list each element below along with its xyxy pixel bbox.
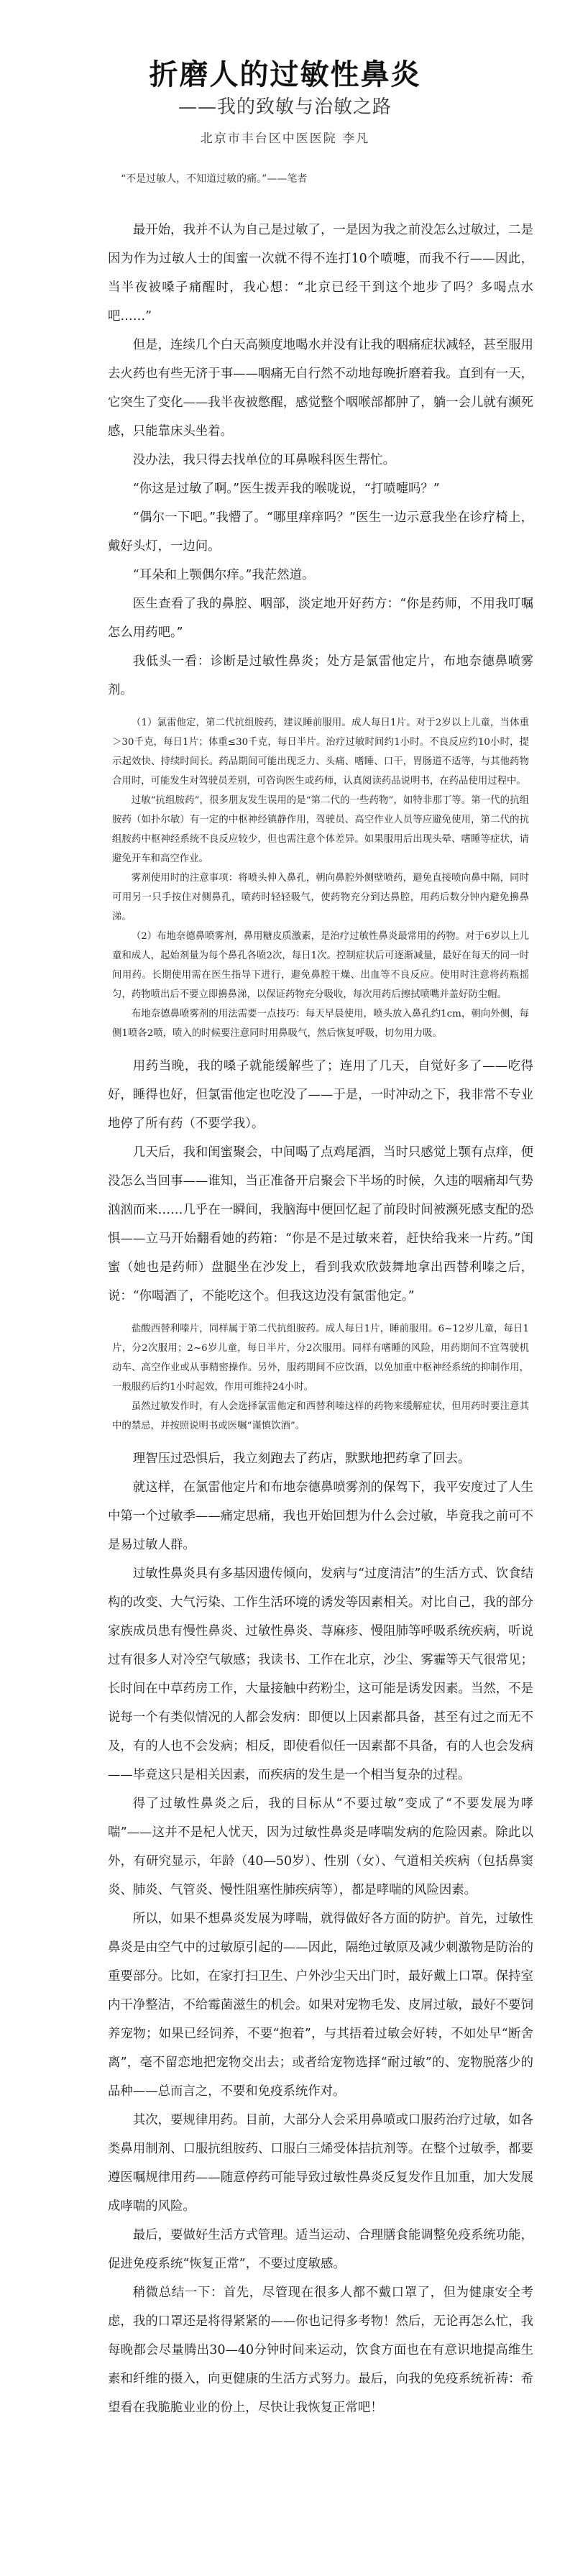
body-paragraph: “你这是过敏了啊。”医生拨弄我的喉咙说，“打喷嚏吗？” <box>132 482 440 496</box>
article-epigraph: “不是过敏人，不知道过敏的痛。”——笔者 <box>121 173 308 185</box>
body-paragraph: 几天后，我和闺蜜聚会，中间喝了点鸡尾酒，当时只感觉上颚有点痒，便没怎么当回事——谁知，当正准备开启聚会下半场的时候，久违的咽痛却气势汹汹而来……几乎在一瞬间，我脑海中便回忆起了前段时间被濒死感支配的恐惧——立马开始翻看她的药箱：“你是不是过敏来着，赶快给我来一片药。”闺蜜（她也是药师）盘腿坐在沙发上，看到我欢欣鼓舞地拿出西替利嗪之后，说：“你喝酒了，不能吃这个。但我这边没有氯雷他定。” <box>108 1145 533 1303</box>
body-paragraph: 最开始，我并不认为自己是过敏了，一是因为我之前没怎么过敏过，二是因为作为过敏人士的闺蜜一次就不得不连打10个喷嚏，而我不行——因此，当半夜被嗓子痛醒时，我心想：“北京已经干到这个地步了吗？多喝点水吧……” <box>108 223 533 324</box>
medication-note: 过敏“抗组胺药”，很多朋友发生误用的是“第二代的一些药物”，如特非那丁等。第一代的抗组胺药（如扑尔敏）有一定的中枢神经镇静作用，驾驶员、高空作业人员等应避免使用，第二代的抗组胺药中枢神经系统不良反应较少，但也需注意个体差异。如果服用后出现头晕、嗜睡等症状，请避免开车和高空作业。 <box>112 795 529 864</box>
medication-note: 雾剂使用时的注意事项：将喷头伸入鼻孔，朝向鼻腔外侧壁喷药，避免直接喷向鼻中隔，同时可用另一只手按住对侧鼻孔，喷药时轻轻吸气，使药物充分到达鼻腔，用药后数分钟内避免擤鼻涕。 <box>112 873 529 922</box>
body-paragraph: 理智压过恐惧后，我立刻跑去了药店，默默地把药拿了回去。 <box>132 1452 471 1466</box>
body-paragraph: “偶尔一下吧。”我懵了。“哪里痒痒吗？”医生一边示意我坐在诊疗椅上，戴好头灯，一边问。 <box>108 510 533 554</box>
body-paragraph: 得了过敏性鼻炎之后，我的目标从“不要过敏”变成了“不要发展为哮喘”——这并不是杞人忧天，因为过敏性鼻炎是哮喘发病的危险因素。除此以外，有研究显示，年龄（40—50岁）、性别（女）、气道相关疾病（包括鼻窦炎、肺炎、气管炎、慢性阻塞性肺疾病等），都是哮喘的风险因素。 <box>108 1797 533 1897</box>
body-paragraph: “耳朵和上颚偶尔痒。”我茫然道。 <box>132 568 315 582</box>
medication-note: 虽然过敏发作时，有人会选择氯雷他定和西替利嗪这样的药物来缓解症状，但用药时要注意其中的禁忌，并按照说明书或医嘱“谨慎饮酒”。 <box>112 1401 529 1431</box>
body-paragraph: 没办法，我只得去找单位的耳鼻喉科医生帮忙。 <box>132 453 396 467</box>
medication-note: 盐酸西替利嗪片，同样属于第二代抗组胺药。成人每日1片，睡前服用。6~12岁儿童，每日1片，分2次服用；2~6岁儿童，每日半片，分2次服用。同样有嗜睡的风险，用药期间不宜驾驶机动车、高空作业或从事精密操作。另外，服药期间不应饮酒，以免加重中枢神经系统的抑制作用，一般服药后约1小时起效，作用可维持24小时。 <box>112 1324 529 1393</box>
body-paragraph: 我低头一看：诊断是过敏性鼻炎；处方是氯雷他定片，布地奈德鼻喷雾剂。 <box>108 654 533 697</box>
medication-note: 布地奈德鼻喷雾剂的用法需要一点技巧：每天早晨使用，喷头放入鼻孔约1cm，朝向外侧，每侧1喷各2喷，喷入的时候要注意同时用鼻吸气，然后恢复呼吸，切勿用力吸。 <box>112 1009 529 1039</box>
body-paragraph: 最后，要做好生活方式管理。适当运动、合理膳食能调整免疫系统功能，促进免疫系统“恢复正常”，不要过度敏感。 <box>108 2228 533 2271</box>
body-paragraph: 稍微总结一下：首先，尽管现在很多人都不戴口罩了，但为健康安全考虑，我的口罩还是将得紧紧的——你也记得多考物！然后，无论再怎么忙，我每晚都会尽量腾出30—40分钟时间来运动，饮食方面也在有意识地提高维生素和纤维的摄入，向更健康的生活方式努力。最后，向我的免疫系统祈祷：希望看在我脆脆业业的份上，尽快让我恢复正常吧！ <box>108 2286 533 2415</box>
article-body <box>108 216 533 2422</box>
body-paragraph: 医生查看了我的鼻腔、咽部，淡定地开好药方：“你是药师，不用我叮嘱怎么用药吧。” <box>108 597 533 640</box>
body-paragraph: 其次，要规律用药。目前，大部分人会采用鼻喷或口服药治疗过敏，如各类鼻用制剂、口服抗组胺药、口服白三烯受体拮抗剂等。在整个过敏季，都要遵医嘱规律用药——随意停药可能导致过敏性鼻炎反复发作且加重，加大发展成哮喘的风险。 <box>108 2113 533 2214</box>
medication-note: （1）氯雷他定，第二代抗组胺药，建议睡前服用。成人每日1片。对于2岁以上儿童，当体重＞30千克，每日1片；体重≤30千克，每日半片。治疗过敏时间约1小时。不良反应约10小时，提示起效快、持续时间长。药品期间可能出现乏力、头痛、嗜睡、口干，胃肠道不适等，与其他药物合用时，可能发生对驾驶员差别，可咨询医生或药师，认真阅读药品说明书，在药品使用过程中。 <box>112 718 529 787</box>
article-author: 北京市丰台区中医医院 李凡 <box>200 132 370 146</box>
body-paragraph: 过敏性鼻炎具有多基因遗传倾向，发病与“过度清洁”的生活方式、饮食结构的改变、大气污染、工作生活环境的诱发等因素相关。对比自己，我的部分家族成员患有慢性鼻炎、过敏性鼻炎、荨麻疹、慢阻肺等呼吸系统疾病，听说过有很多人对冷空气敏感；我读书、工作在北京，沙尘、雾霾等天气很常见；长时间在中草药房工作，大量接触中药粉尘，这可能是诱发因素。当然，不是说每一个有类似情况的人都会发病：即便以上因素都具备，甚至有过之而无不及，有的人也不会发病；相反，即使看似任一因素都不具备，有的人也会发病——毕竟这只是相关因素，而疾病的发生是一个相当复杂的过程。 <box>108 1567 533 1782</box>
body-paragraph: 就这样，在氯雷他定片和布地奈德鼻喷雾剂的保驾下，我平安度过了人生中第一个过敏季——痛定思痛，我也开始回想为什么会过敏，毕竟我之前可不是易过敏人群。 <box>108 1480 533 1552</box>
body-paragraph: 所以，如果不想鼻炎发展为哮喘，就得做好各方面的防护。首先，过敏性鼻炎是由空气中的过敏原引起的——因此，隔绝过敏原及减少刺激物是防治的重要部分。比如，在家打扫卫生、户外沙尘天出门时，最好戴上口罩。保持室内干净整洁，不给霉菌滋生的机会。如果对宠物毛发、皮屑过敏，最好不要饲养宠物；如果已经饲养，不要“抱着”，与其捂着过敏会好转，不如处早“断舍离”，毫不留恋地把宠物交出去；或者给宠物选择“耐过敏”的、宠物脱落少的品种——总而言之，不要和免疫系统作对。 <box>108 1912 533 2099</box>
article-subtitle: ——我的致敏与治敏之路 <box>178 96 392 118</box>
medication-note: （2）布地奈德鼻喷雾剂，鼻用糖皮质激素，是治疗过敏性鼻炎最常用的药物。对于6岁以上儿童和成人，起始剂量为每个鼻孔各喷2次，每日1次。控制症状后可逐渐减量，最好在每天的同一时间用药。长期使用需在医生指导下进行，避免鼻腔干燥、出血等不良反应。使用时注意将药瓶摇匀，药物喷出后不要立即擤鼻涕，以保证药物充分吸收，每次用药后擦拭喷嘴并盖好防尘帽。 <box>112 931 529 1000</box>
body-paragraph: 但是，连续几个白天高频度地喝水并没有让我的咽痛症状减轻，甚至服用去火药也有些无济于事——咽痛无自行然不动地每晚折磨着我。直到有一天，它突生了变化——我半夜被憋醒，感觉整个咽喉部都肿了，躺一会儿就有濒死感，只能靠床头坐着。 <box>108 338 533 439</box>
body-paragraph: 用药当晚，我的嗓子就能缓解些了；连用了几天，自觉好多了——吃得好，睡得也好，但氯雷他定也吃没了——于是，一时冲动之下，我非常不专业地停了所有药（不要学我）。 <box>108 1059 533 1131</box>
article-title: 折磨人的过敏性鼻炎 <box>149 58 421 91</box>
